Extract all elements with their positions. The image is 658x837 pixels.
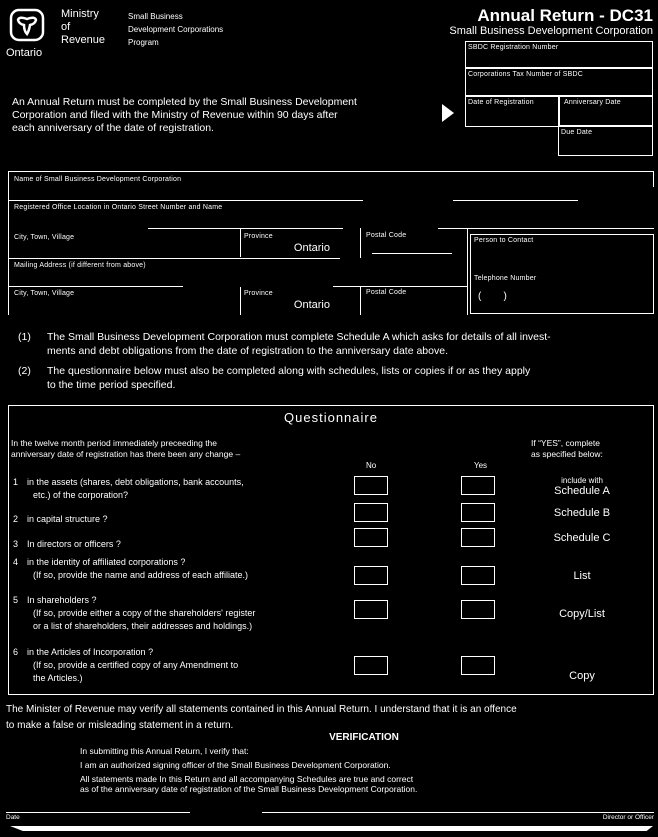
- due-date-field[interactable]: [558, 125, 653, 156]
- required-action: [522, 532, 642, 544]
- corporation-name-label: Name of Small Business Development Corporation: [14, 176, 182, 183]
- bottom-border: [10, 826, 653, 831]
- address-block: [8, 171, 654, 315]
- required-action-label: Copy/List: [559, 608, 605, 620]
- statement: [6, 702, 517, 734]
- if-yes-note: [531, 438, 603, 460]
- verification-line: I am an authorized signing officer of the Small Business Development Corporation.: [80, 760, 391, 770]
- no-checkbox[interactable]: [354, 528, 388, 547]
- ontario-logo: [6, 6, 48, 58]
- postal-code2-field[interactable]: [362, 287, 467, 314]
- city2-field[interactable]: [10, 287, 240, 313]
- if-yes-line: as specified below:: [531, 449, 603, 459]
- question-line: (If so, provide either a copy of the shareholders' register: [33, 608, 256, 618]
- city-field[interactable]: [10, 230, 240, 256]
- question-line: in the identity of affiliated corporations ?: [27, 557, 186, 567]
- verification-line: In submitting this Annual Return, I verify that:: [80, 746, 249, 756]
- mailing-address-field[interactable]: [10, 260, 460, 286]
- city2-label: City, Town, Village: [14, 290, 75, 297]
- question-line: (If so, provide the name and address of each affiliate.): [33, 570, 248, 580]
- question-line: in capital structure ?: [27, 514, 108, 524]
- questionnaire-title: Questionnaire: [284, 410, 378, 425]
- ministry-line: Ministry: [61, 8, 99, 20]
- province2-field: [242, 287, 342, 313]
- required-action: [522, 608, 642, 620]
- person-to-contact-field[interactable]: [472, 236, 650, 272]
- anniversary-date-label: Anniversary Date: [564, 99, 621, 106]
- officer-signature-field[interactable]: [262, 812, 654, 826]
- corporations-tax-number-label: Corporations Tax Number of SBDC: [468, 71, 584, 78]
- logo-text: Ontario: [6, 47, 43, 59]
- question-text: [27, 538, 121, 551]
- question-line: the Articles.): [33, 673, 83, 683]
- form-subtitle: Small Business Development Corporation: [449, 25, 653, 37]
- intro-line: Corporation and filed with the Ministry of Revenue within 90 days after: [12, 109, 338, 121]
- verification-text: [80, 745, 417, 794]
- question-row: [9, 646, 649, 686]
- yes-column-header: Yes: [474, 461, 488, 470]
- intro-line: anniversary date of registration has there been any change –: [11, 449, 241, 459]
- ministry-line: Revenue: [61, 34, 106, 46]
- instruction-line: The questionnaire below must also be completed along with schedules, lists or copies if or as they apply: [47, 365, 531, 377]
- ministry-line: of: [61, 21, 71, 33]
- verification-line: as of the anniversary date of registration of the Small Business Development Corporation.: [80, 784, 418, 794]
- province-label: Province: [244, 233, 273, 240]
- if-yes-line: If “YES”, complete: [531, 438, 600, 448]
- province2-label: Province: [244, 290, 273, 297]
- instruction-line: The Small Business Development Corporation must complete Schedule A which asks for details of all invest-: [47, 331, 551, 343]
- province-field: [242, 230, 342, 256]
- instruction-line: to the time period specified.: [47, 379, 176, 391]
- question-row: [9, 556, 649, 596]
- no-checkbox[interactable]: [354, 476, 388, 495]
- required-action: [522, 476, 642, 497]
- program-line: Development Corporations: [128, 25, 224, 34]
- ministry-name: [61, 8, 105, 47]
- sbdc-registration-number-label: SBDC Registration Number: [468, 44, 559, 51]
- question-number: 2: [13, 514, 19, 524]
- telephone-label: Telephone Number: [474, 275, 537, 282]
- question-number: 1: [13, 477, 19, 487]
- question-line: or a list of shareholders, their addresses and holdings.): [33, 621, 253, 631]
- corporation-name-field[interactable]: [10, 173, 650, 199]
- program-name: [128, 10, 223, 49]
- required-action-label: Schedule B: [553, 507, 611, 519]
- verification-title: VERIFICATION: [329, 732, 399, 743]
- date-of-registration-field[interactable]: [465, 95, 560, 127]
- required-action: [522, 570, 642, 582]
- required-action-label: Copy: [569, 670, 595, 682]
- instruction-line: ments and debt obligations from the date of registration to the anniversary date above.: [47, 345, 448, 357]
- statement-line: The Minister of Revenue may verify all statements contained in this Annual Return. I understand that it is an offence: [6, 704, 517, 715]
- arrow-right-icon: [442, 104, 454, 122]
- intro-line: each anniversary of the date of registration.: [12, 122, 214, 134]
- city-label: City, Town, Village: [14, 234, 75, 241]
- question-row: [9, 594, 649, 634]
- instruction-num: (2): [18, 365, 31, 377]
- postal-code-label: Postal Code: [366, 232, 407, 239]
- intro-text: [12, 96, 357, 135]
- sbdc-registration-number-field[interactable]: [465, 41, 653, 69]
- anniversary-date-field[interactable]: [558, 95, 653, 127]
- required-action-note: include with: [561, 476, 603, 485]
- yes-checkbox[interactable]: [461, 476, 495, 495]
- officer-label: Director or Officer: [602, 814, 654, 821]
- question-line: in the Articles of Incorporation ?: [27, 647, 154, 657]
- questionnaire-intro: [11, 438, 240, 460]
- verification-line: All statements made In this Return and all accompanying Schedules are true and correct: [80, 774, 414, 784]
- program-line: Program: [128, 38, 159, 47]
- yes-checkbox[interactable]: [461, 528, 495, 547]
- yes-checkbox[interactable]: [461, 600, 495, 619]
- yes-checkbox[interactable]: [461, 656, 495, 675]
- required-action-label: Schedule A: [554, 485, 610, 497]
- registered-office-label: Registered Office Location in Ontario Street Number and Name: [14, 204, 223, 211]
- registered-office-field[interactable]: [10, 202, 650, 228]
- question-text: [27, 646, 238, 685]
- contact-box: [470, 234, 654, 314]
- statement-line: to make a false or misleading statement in a return.: [6, 720, 234, 731]
- intro-line: In the twelve month period immediately preceeding the: [11, 438, 218, 448]
- no-checkbox[interactable]: [354, 566, 388, 585]
- no-column-header: No: [366, 461, 377, 470]
- required-action: [522, 670, 642, 682]
- province-value: Ontario: [293, 242, 330, 254]
- corporations-tax-number-field[interactable]: [465, 67, 653, 97]
- postal-code-field[interactable]: [362, 230, 467, 257]
- yes-checkbox[interactable]: [461, 566, 495, 585]
- instruction-num: (1): [18, 331, 31, 343]
- date-of-registration-label: Date of Registration: [468, 99, 534, 106]
- program-line: Small Business: [128, 12, 183, 21]
- yes-checkbox[interactable]: [461, 503, 495, 522]
- question-text: [27, 594, 255, 633]
- question-text: [27, 556, 248, 582]
- telephone-field[interactable]: [472, 273, 650, 311]
- no-checkbox[interactable]: [354, 600, 388, 619]
- trillium-icon: [7, 6, 47, 44]
- postal-code2-label: Postal Code: [366, 289, 407, 296]
- required-action-label: List: [573, 570, 591, 582]
- no-checkbox[interactable]: [354, 503, 388, 522]
- question-text: [27, 513, 108, 526]
- form-title: Annual Return - DC31: [477, 6, 653, 25]
- mailing-address-label: Mailing Address (if different from above): [14, 262, 146, 269]
- telephone-area-code: ( ): [478, 291, 507, 302]
- question-number: 5: [13, 595, 19, 605]
- person-to-contact-label: Person to Contact: [474, 237, 534, 244]
- question-text: [27, 476, 244, 502]
- question-line: in the assets (shares, debt obligations, bank accounts,: [27, 477, 244, 487]
- question-number: 3: [13, 539, 19, 549]
- required-action: [522, 507, 642, 519]
- intro-line: An Annual Return must be completed by the Small Business Development: [12, 96, 357, 108]
- question-number: 6: [13, 647, 19, 657]
- date-label: Date: [6, 814, 20, 821]
- question-line: etc.) of the corporation?: [33, 490, 129, 500]
- no-checkbox[interactable]: [354, 656, 388, 675]
- questionnaire: [8, 405, 654, 695]
- question-line: In directors or officers ?: [27, 539, 121, 549]
- province2-value: Ontario: [293, 299, 330, 311]
- date-signature-field[interactable]: [6, 812, 190, 826]
- question-line: (If so, provide a certified copy of any Amendment to: [33, 660, 239, 670]
- required-action-label: Schedule C: [553, 532, 611, 544]
- question-number: 4: [13, 557, 19, 567]
- question-line: In shareholders ?: [27, 595, 97, 605]
- due-date-label: Due Date: [561, 129, 593, 136]
